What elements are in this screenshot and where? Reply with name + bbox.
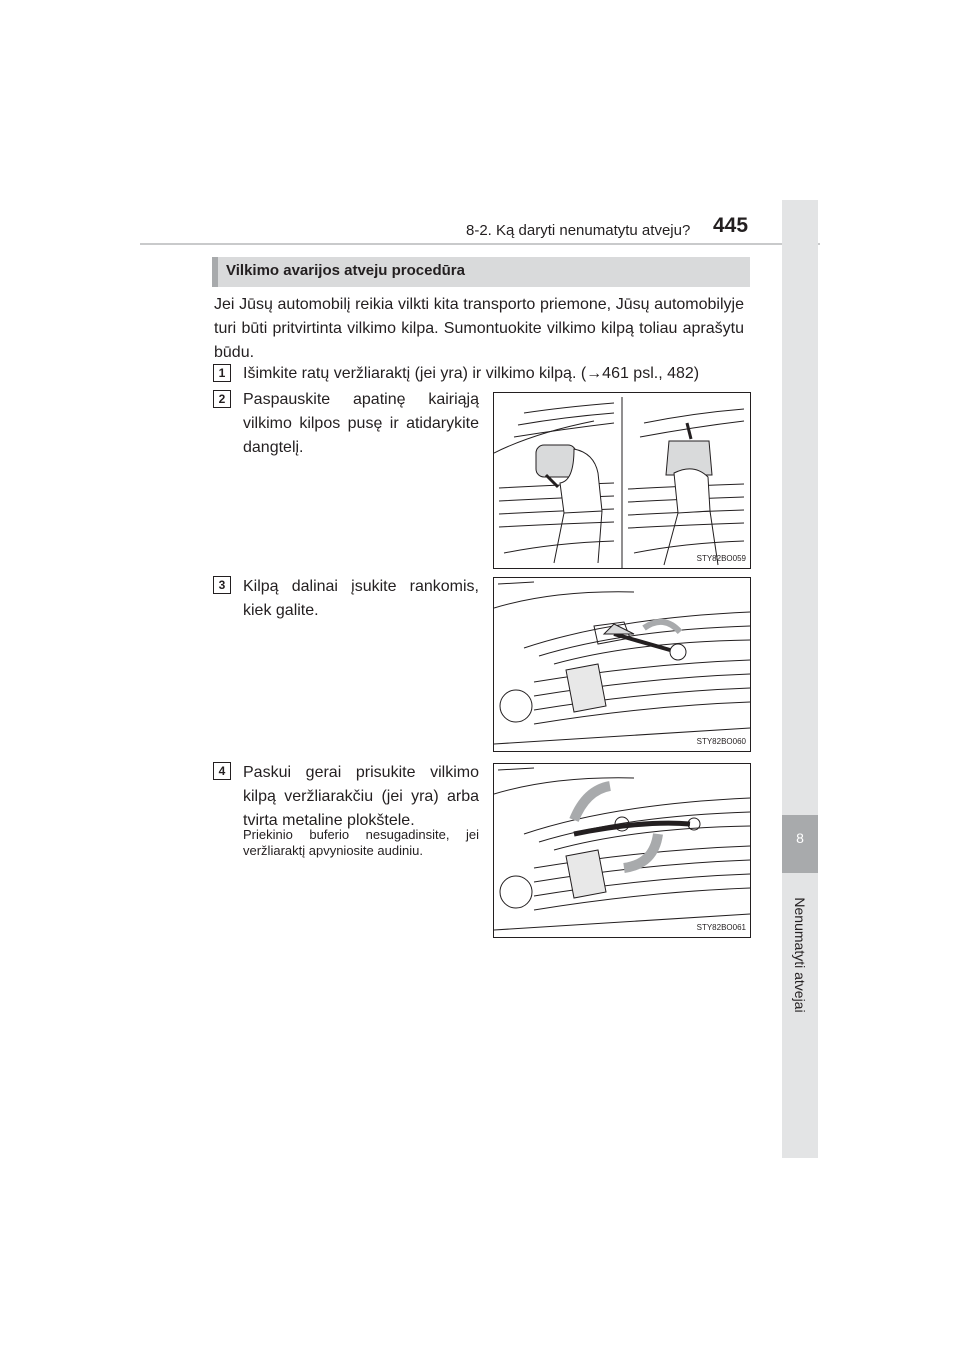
step-4-text: Paskui gerai prisukite vilkimo kilpą veržliarakčiu (jei yra) arba tvirta metaline plokštele. xyxy=(243,764,479,829)
illustration-insert-by-hand xyxy=(494,578,750,751)
figure-open-cover xyxy=(493,392,751,569)
step-number-3: 3 xyxy=(213,576,231,594)
intro-paragraph: Jei Jūsų automobilį reikia vilkti kita transporto priemone, Jūsų automobilyje turi būti pritvirtinta vilkimo kilpa. Sumontuokite vilkimo kilpą toliau aprašytu būdu. xyxy=(214,296,744,361)
illustration-open-cover xyxy=(494,393,750,568)
chapter-side-strip xyxy=(782,200,818,1158)
step-4-note: Priekinio buferio nesugadinsite, jei veržliaraktį apvyniosite audiniu. xyxy=(243,827,479,858)
step-2-text: Paspauskite apatinę kairiąją vilkimo kilpos pusę ir atidarykite dangtelį. xyxy=(243,391,479,456)
figure-code: STY82BO059 xyxy=(696,554,746,563)
step-number-2: 2 xyxy=(213,390,231,408)
section-reference: 8-2. Ką daryti nenumatytu atveju? xyxy=(466,222,691,239)
figure-code: STY82BO060 xyxy=(696,737,746,746)
header-rule xyxy=(140,243,820,245)
chapter-title: Nenumatyti atvejai xyxy=(792,897,808,1013)
illustration-tighten-with-wrench xyxy=(494,764,750,937)
step-number-1: 1 xyxy=(213,364,231,382)
figure-insert-by-hand xyxy=(493,577,751,752)
chapter-number: 8 xyxy=(796,830,804,846)
figure-tighten-with-wrench xyxy=(493,763,751,938)
section-title: Vilkimo avarijos atveju procedūra xyxy=(226,262,465,279)
title-bar-accent xyxy=(212,257,218,287)
figure-code: STY82BO061 xyxy=(696,923,746,932)
step-1-text: Išimkite ratų veržliaraktį (jei yra) ir vilkimo kilpą. (→461 psl., 482) xyxy=(243,365,700,382)
step-3-text: Kilpą dalinai įsukite rankomis, kiek galite. xyxy=(243,578,479,619)
page-number: 445 xyxy=(713,214,749,237)
step-number-4: 4 xyxy=(213,762,231,780)
